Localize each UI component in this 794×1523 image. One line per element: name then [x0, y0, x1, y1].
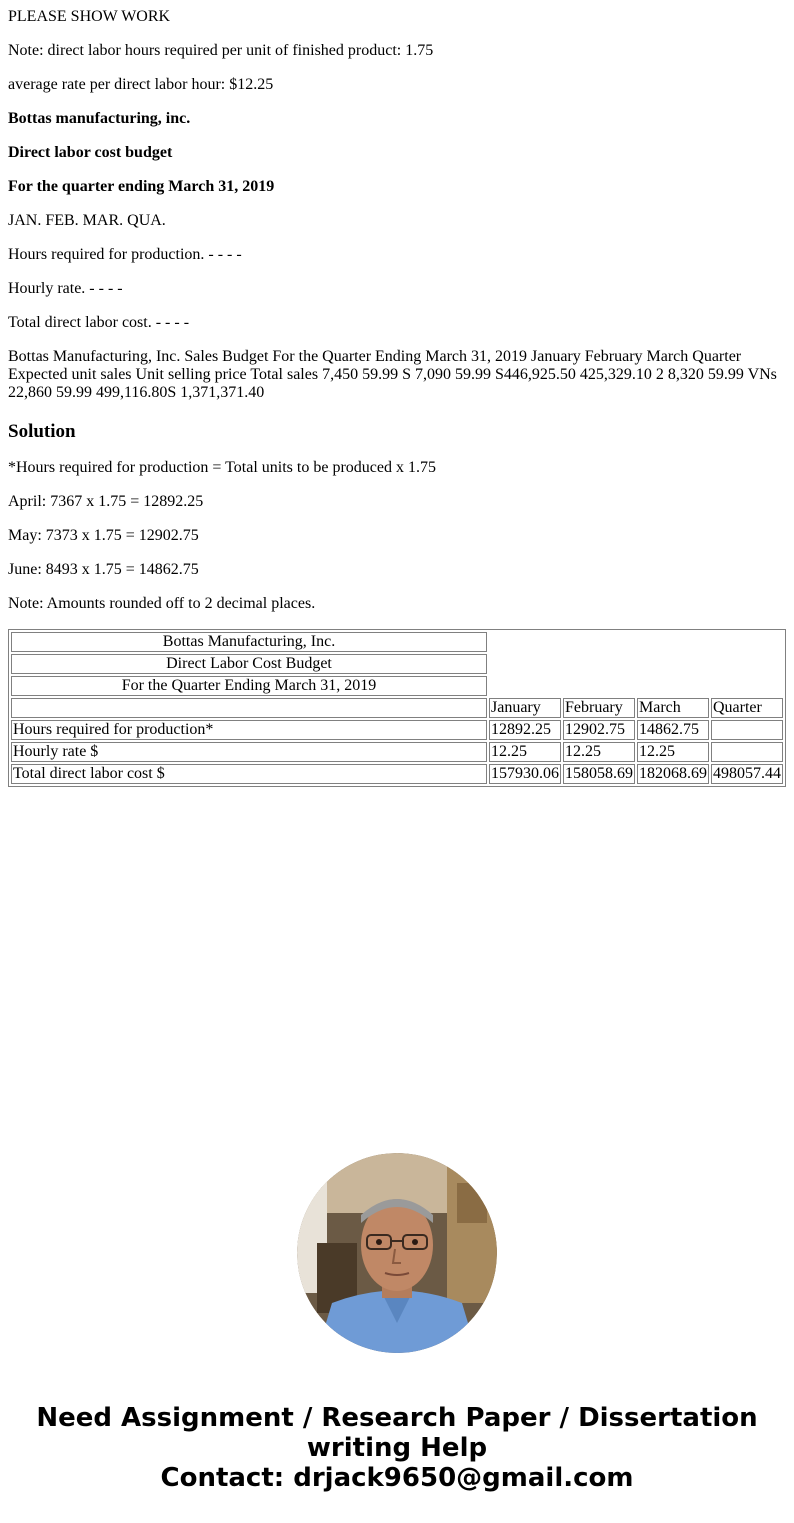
april-calculation: April: 7367 x 1.75 = 12892.25: [8, 493, 204, 510]
may-calculation: May: 7373 x 1.75 = 12902.75: [8, 527, 199, 544]
hours-formula: *Hours required for production = Total units to be produced x 1.75: [8, 459, 436, 476]
budget-period: For the quarter ending March 31, 2019: [8, 178, 275, 195]
table-cell: 12.25: [563, 742, 635, 762]
table-header-row: [11, 698, 783, 718]
promo-line-help: writing Help: [306, 1433, 488, 1463]
table-cell: 498057.44: [713, 765, 781, 782]
person-portrait-icon: [297, 1153, 497, 1353]
table-cell: 182068.69: [639, 765, 707, 782]
direct-labor-budget-table: [8, 629, 786, 787]
row-label: Total direct labor cost $: [11, 764, 487, 784]
labor-rate-note: average rate per direct labor hour: $12.25: [8, 76, 274, 93]
table-row: [11, 720, 783, 740]
solution-heading: Solution: [8, 421, 76, 442]
table-header-cell: January: [489, 698, 561, 718]
table-cell: 14862.75: [637, 720, 709, 740]
company-name: Bottas manufacturing, inc.: [8, 110, 191, 127]
budget-title: Direct labor cost budget: [8, 144, 173, 161]
document-body: [8, 0, 786, 787]
table-title-company: Bottas Manufacturing, Inc.: [11, 632, 487, 652]
instruction-text: PLEASE SHOW WORK: [8, 8, 171, 25]
promo-footer: [0, 1403, 794, 1493]
table-cell: 12.25: [637, 742, 709, 762]
promo-contact: Contact: drjack9650@gmail.com: [160, 1463, 634, 1493]
table-row: [11, 764, 783, 784]
sales-budget-text: Bottas Manufacturing, Inc. Sales Budget For the Quarter Ending March 31, 2019 January February March Quarter Expected unit sales Unit selling price Total sales 7,450 59.99 S 7,090 59.99 S446,925.50 425,329.10 2 8,320 59.99 VNs 22,860 59.99 499,116.80S 1,371,371.40: [8, 348, 777, 401]
question-row-rate: Hourly rate. - - - -: [8, 280, 123, 297]
table-row: [11, 742, 783, 762]
month-columns: JAN. FEB. MAR. QUA.: [8, 212, 166, 229]
table-cell: 158058.69: [565, 765, 633, 782]
question-row-total: Total direct labor cost. - - - -: [8, 314, 190, 331]
rounding-note: Note: Amounts rounded off to 2 decimal places.: [8, 595, 316, 612]
author-avatar: [297, 1153, 497, 1353]
table-cell: [711, 742, 783, 762]
question-row-hours: Hours required for production. - - - -: [8, 246, 242, 263]
table-cell: 12.25: [489, 742, 561, 762]
table-header-cell: February: [563, 698, 635, 718]
table-cell: [711, 720, 783, 740]
table-header-blank: [11, 698, 487, 718]
table-cell: 157930.06: [491, 765, 559, 782]
table-cell: 12902.75: [563, 720, 635, 740]
row-label: Hourly rate $: [11, 742, 487, 762]
table-header-cell: Quarter: [711, 698, 783, 718]
june-calculation: June: 8493 x 1.75 = 14862.75: [8, 561, 199, 578]
table-title-period: For the Quarter Ending March 31, 2019: [11, 676, 487, 696]
row-label: Hours required for production*: [11, 720, 487, 740]
table-cell: 12892.25: [489, 720, 561, 740]
table-header-cell: March: [637, 698, 709, 718]
table-title-budget: Direct Labor Cost Budget: [11, 654, 487, 674]
promo-line-assignment: Need Assignment / Research Paper / Dissertation: [36, 1403, 758, 1433]
labor-hours-note: Note: direct labor hours required per unit of finished product: 1.75: [8, 42, 434, 59]
